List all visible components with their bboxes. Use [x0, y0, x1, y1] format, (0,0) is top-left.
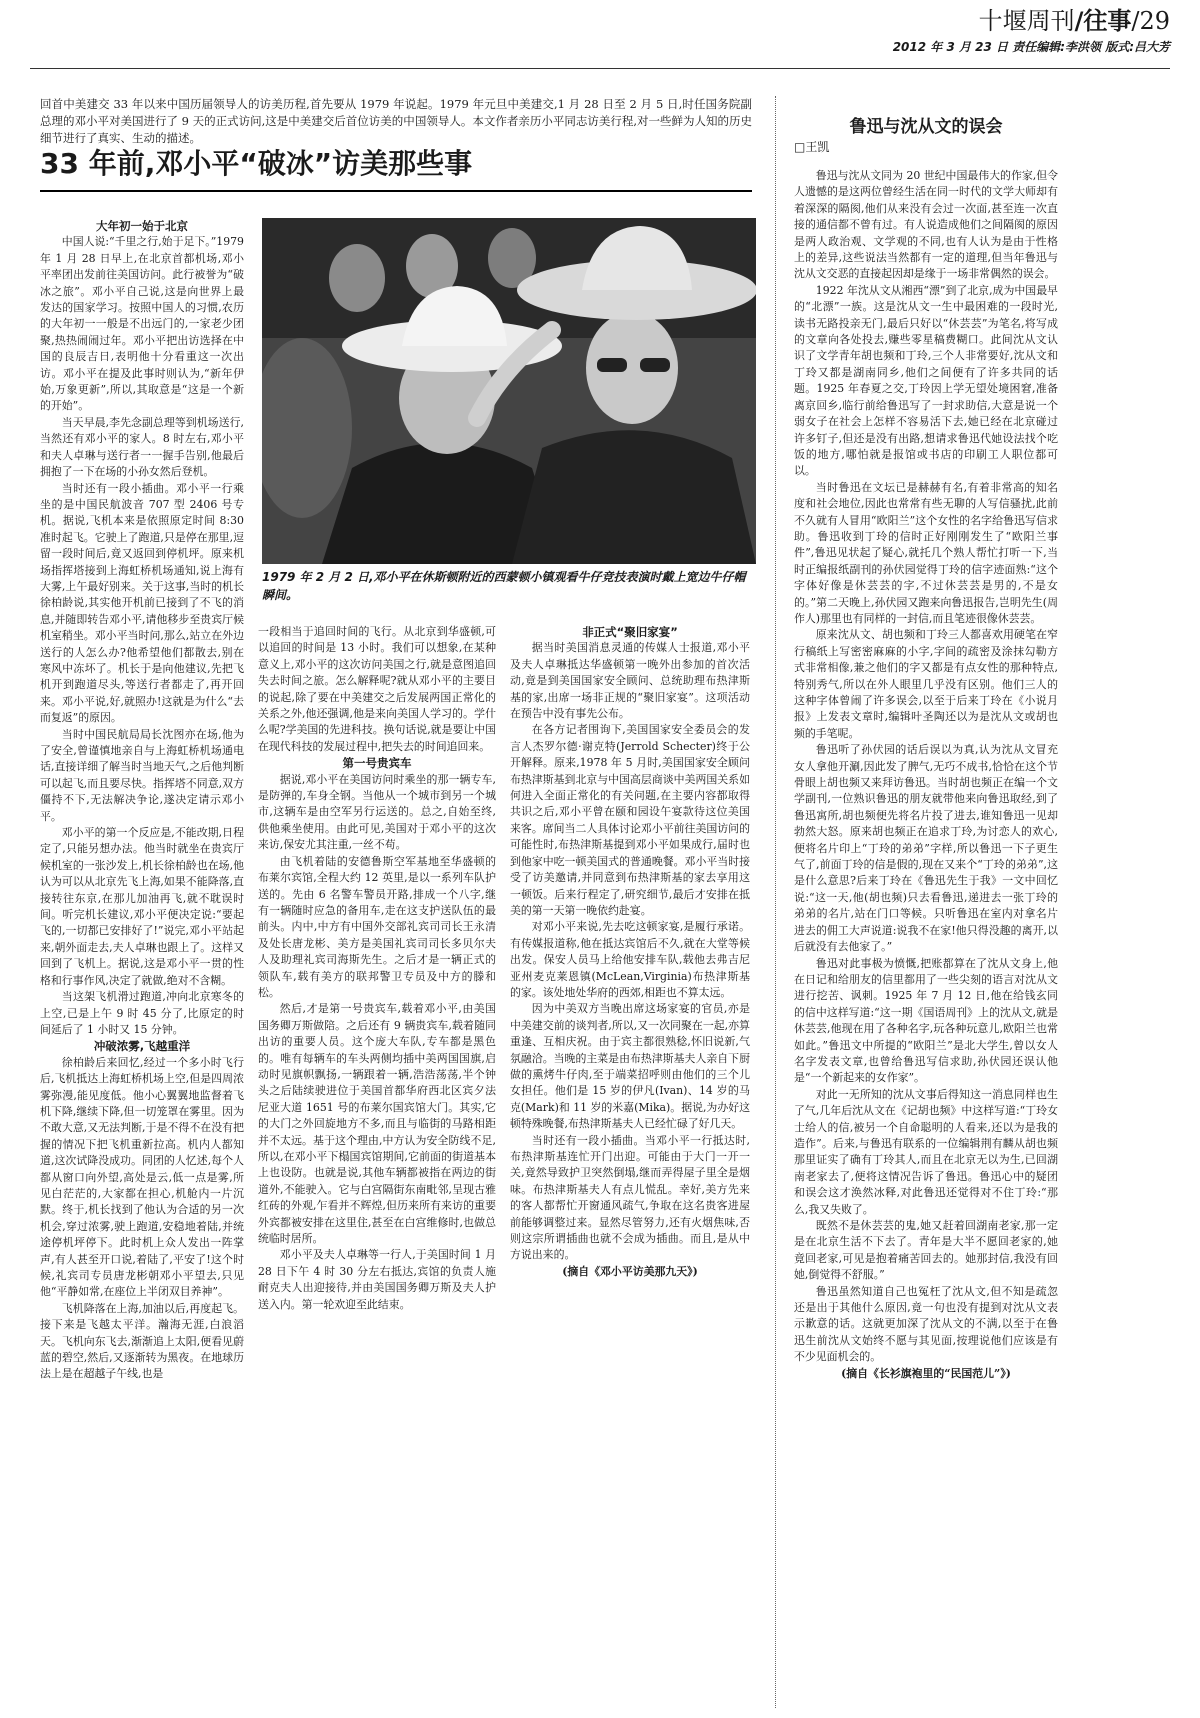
- section-name: 往事: [1083, 7, 1132, 35]
- top-divider: [30, 68, 1170, 69]
- paragraph: 当时还有一段小插曲。邓小平一行乘坐的是中国民航波音 707 型 2406 号专机。据说,飞机本来是依照原定时间 8:30 准时起飞。它驶上了跑道,只是停在那里,逗留一段时间后,竟又返回到停机坪。原来机场指挥塔接到上海虹桥机场通知,说上海有大雾,上午最好别来。关于这事,当时的机长徐柏龄说,其实他开机前已接到了不飞的消息,并随即转告邓小平,请他移步至贵宾厅候机室稍坐。邓小平当时问,那么,站立在外边送行的人怎么办?他希望他们都散去,别在寒风中冻坏了。机长于是向他建议,先把飞机开到跑道尽头,等送行者都走了,再开回来。邓小平说,好,就照办!这就是为什么“去而复返”的原因。: [40, 481, 244, 725]
- paragraph: 然后,才是第一号贵宾车,载着邓小平,由美国国务卿万斯做陪。之后还有 9 辆贵宾车,载着随同出访的重要人员。这个庞大车队,专车都是黑色的。唯有每辆车的车头两侧均插中美两国国旗,启动时见旗帜飘扬,一辆跟着一辆,浩浩荡荡,半个钟头之后陆续驶进位于美国首都华府西北区宾夕法尼亚大道 1651 号的布莱尔国宾馆大门。其实,它的大门之外回旋地方不多,而且与临街的马路相距并不太远。基于这个理由,中方认为安全防线不足,所以,在邓小平下榻国宾馆期间,它前面的街道基本上也设防。也就是说,其他车辆都被指在两边的街道外,不能驶入。它与白宫隔街东南毗邻,呈现古雅红砖的外观,乍看并不辉煌,但历来所有来访的重要外宾都被安排在这里住,甚至在白宫维修时,也做总统临时居所。: [258, 1002, 496, 1246]
- paragraph: 当天早晨,李先念副总理等到机场送行,当然还有邓小平的家人。8 时左右,邓小平和夫人卓琳与送行者一一握手告别,他最后拥抱了一下在场的小孙女然后登机。: [40, 415, 244, 479]
- source-note: (摘自《长衫旗袍里的“民国范儿”》): [841, 1366, 1011, 1380]
- paper-name: 十堰周刊: [978, 7, 1075, 35]
- dateline: 2012 年 3 月 23 日 责任编辑:李洪领 版式:吕大芳: [892, 40, 1170, 54]
- paragraph: 对邓小平来说,先去吃这顿家宴,是履行承诺。有传媒报道称,他在抵达宾馆后不久,就在大堂等候出发。保安人员马上给他安排车队,载他去弗吉尼亚州麦克莱恩镇(McLean,Virginia)布热津斯基的家。该处地处华府的西郊,相距也不算太远。: [510, 920, 750, 999]
- paragraph: 在各方记者围询下,美国国家安全委员会的发言人杰罗尔德·谢克特(Jerrold Schecter)终于公开解释。原来,1978 年 5 月时,美国国家安全顾问布热津斯基到北京与中国高层商谈中美两国关系如何进入全面正常化的有关问题,在主要内容都取得共识之后,邓小平曾在颐和园设午宴款待这位美国来客。席间当二人具体讨论邓小平前往美国访问的可能性时,布热津斯基提到邓小平如果成行,届时也到他家中吃一顿美国式的普通晚餐。邓小平当时接受了访美邀请,并同意到布热津斯基的家去享用这一顿饭。后来行程定了,研究细节,最后才安排在抵美的第一天第一晚依约赴宴。: [510, 723, 750, 917]
- paragraph: 一段相当于追回时间的飞行。从北京到华盛顿,可以追回的时间是 13 小时。我们可以想象,在某种意义上,邓小平的这次访问美国之行,就是意图追回失去时间之旅。怎么解释呢?就从邓小平的主要目的说起,除了要在中美建交之后发展两国正常化的关系之外,他还强调,他是来向美国人学习的。学什么呢?学美国的先进科技。换句话说,就是要让中国在现代科技的发展过程中,把失去的时间追回来。: [258, 625, 496, 753]
- paragraph: 鲁迅听了孙伏园的话后误以为真,认为沈从文冒充女人拿他开涮,因此发了脾气,无巧不成书,恰恰在这个节骨眼上胡也频又来拜访鲁迅。当时胡也频正在编一个文学副刊,一位熟识鲁迅的朋友就带他来向鲁迅取经,到了鲁迅寓所,胡也频便先将名片投了进去,谁知鲁迅一见却勃然大怒。原来胡也频正在追求丁玲,为讨恋人的欢心,便将名片印上“丁玲的弟弟”字样,所以鲁迅一下子更生气了,前面丁玲的信是假的,现在又来个“丁玲的弟弟”,这是什么意思?后来丁玲在《鲁迅先生于我》一文中回忆说:“这一天,他(胡也频)只去看鲁迅,递进去一张丁玲的弟弟的名片,站在门口等候。只听鲁迅在室内对拿名片进去的佣工大声说道:说我不在家!他只得没趣的离开,以后就没有去他家了。”: [794, 743, 1058, 954]
- side-article-title: 鲁迅与沈从文的误会: [849, 117, 1003, 137]
- paragraph: 据当时美国消息灵通的传媒人士报道,邓小平及夫人卓琳抵达华盛顿第一晚外出参加的首次活动,竟是到美国国家安全顾问、总统助理布热津斯基的家,出席一场非正规的“聚旧家宴”。这项活动在预告中没有事先公布。: [510, 641, 750, 721]
- paragraph: 对此一无所知的沈从文事后得知这一消息同样也生了气,几年后沈从文在《记胡也频》中这样写道:“丁玲女士给人的信,被另一个自命聪明的人看来,还以为是我的造作”。后来,与鲁迅有联系的一位编辑荆有麟从胡也频那里证实了确有丁玲其人,而且在北京无以为生,已回湖南老家去了,便将这情况告诉了鲁迅。鲁迅心中的疑团和误会这才涣然冰释,对此鲁迅还觉得对不住丁玲:“那么,我又失败了。: [794, 1087, 1058, 1216]
- article-column-3: [510, 624, 750, 1706]
- paragraph: 既然不是休芸芸的鬼,她又赶着回湖南老家,那一定是在北京生活不下去了。青年是大半不愿回老家的,她竟回老家,可见是抱着痛苦回去的。她那封信,我没有回她,倒觉得不舒服。”: [794, 1219, 1058, 1282]
- paragraph: 1922 年沈从文从湘西“漂”到了北京,成为中国最早的“北漂”一族。这是沈从文一生中最困难的一段时光,读书无路投亲无门,最后只好以“休芸芸”为笔名,将写成的文章向各处投去,赚些零星稿费糊口。此间沈从文认识了文学青年胡也频和丁玲,三个人非常要好,沈从文和丁玲又都是湖南同乡,他们之间便有了许多共同的话题。1925 年春夏之交,丁玲因上学无望处境困窘,准备离京回乡,临行前给鲁迅写了一封求助信,大意是说一个弱女子在社会上怎样不容易活下去,她已经在北京碰过许多钉子,但还是没有出路,想请求鲁迅代她设法找个吃饭的地方,哪怕就是报馆或书店的印刷工人职位都可以。: [794, 283, 1058, 478]
- article-column-1: [40, 218, 244, 1708]
- section-heading: 第一号贵宾车: [342, 756, 412, 771]
- column-divider: [775, 96, 776, 1708]
- masthead-title: 十堰周刊/往事/29: [978, 7, 1170, 35]
- paragraph: 鲁迅与沈从文同为 20 世纪中国最伟大的作家,但令人遗憾的是这两位曾经生活在同一时代的文学大师却有着深深的隔阂,他们从来没有会过一次面,甚至连一次直接的通信都不曾有过。有人说造成他们之间隔阂的原因是两人政治观、文学观的不同,也有人认为是由于性格上的差异,这些说法当然都有一定的道理,但当年鲁迅与沈从文交恶的直接起因却是缘于一场非常偶然的误会。: [794, 169, 1058, 281]
- photo-caption: 1979 年 2 月 2 日,邓小平在休斯顿附近的西蒙顿小镇观看牛仔竞技表演时戴上宽边牛仔帽瞬间。: [262, 570, 746, 602]
- article-intro: 回首中美建交 33 年以来中国历届领导人的访美历程,首先要从 1979 年说起。1979 年元旦中美建交,1 月 28 日至 2 月 5 日,时任国务院副总理的邓小平对美国进行了 9 天的正式访问,这是中美建交后首位访美的中国领导人。本文作者亲历小平同志访美行程,对一些鲜为人知的历史细节进行了真实、生动的描述。: [40, 97, 752, 145]
- section-heading: 大年初一始于北京: [96, 219, 188, 233]
- paragraph: 原来沈从文、胡也频和丁玲三人都喜欢用硬笔在窄行稿纸上写密密麻麻的小字,字间的疏密及涂抹勾勒方式非常相像,兼之他们的字又都是有点女性的那种特点,特别秀气,所以在外人眼里几乎没有区别。他们三人的这种字体曾闹了许多误会,以至于后来丁玲在《小说月报》上发表文章时,编辑叶圣陶还以为是沈从文或胡也频的手笔呢。: [794, 628, 1058, 740]
- paragraph: 徐柏龄后来回忆,经过一个多小时飞行后,飞机抵达上海虹桥机场上空,但是四周浓雾弥漫,能见度低。他小心翼翼地监督着飞机下降,继续下降,但一切笼罩在雾里。因为不敢大意,又无法判断,于是不得不在没有把握的情况下把飞机重新拉高。机内人都知道,这次试降没成功。同团的人忆述,每个人都从窗口向外望,高处是云,低一点是雾,所见白茫茫的,大家都在担心,机舱内一片沉默。终于,机长找到了他认为合适的另一次机会,穿过浓雾,驶上跑道,安稳地着陆,并统途停机坪停下。此时机上众人发出一阵掌声,有人甚至开口说,着陆了,平安了!这个时候,礼宾司专员唐龙彬朝邓小平望去,只见他“平静如常,在座位上半闭双目养神”。: [40, 1055, 244, 1299]
- paragraph: 鲁迅对此事极为愤慨,把账都算在了沈从文身上,他在日记和给朋友的信里都用了一些尖刻的语言对沈从文进行挖苦、讽刺。1925 年 7 月 12 日,他在给钱玄同的信中这样写道:“这一期《国语周刊》上的沈从文,就是休芸芸,他现在用了各种名字,玩各种玩意儿,欧阳兰也常如此。”鲁迅文中所提的“欧阳兰”是北大学生,曾以女人名字发表文章,也曾给鲁迅写信求助,孙伏园还误认他是“一个新起来的女作家”。: [794, 956, 1058, 1085]
- paragraph: 邓小平的第一个反应是,不能改期,日程定了,只能另想办法。他当时就坐在贵宾厅候机室的一张沙发上,机长徐柏龄也在场,他认为可以从北京先飞上海,如果不能降落,直接转往东京,在那儿加油再飞,就不耽误时间。听完机长建议,邓小平便决定说:“要起飞的,一切都已安排好了!”说完,邓小平站起来,朝外面走去,夫人卓琳也跟上了。这样又回到了飞机上。据说,这是邓小平一贯的性格和行事作风,决定了就做,绝对不含糊。: [40, 826, 244, 987]
- photo-illustration: [262, 218, 756, 564]
- paragraph: 邓小平及夫人卓琳等一行人,于美国时间 1 月 28 日下午 4 时 30 分左右抵达,宾馆的负责人施耐克夫人出迎接待,并由美国国务卿万斯及夫人护送入内。第一轮欢迎至此结束。: [258, 1248, 496, 1311]
- side-article-author: □王凯: [794, 140, 830, 154]
- page-number: /29: [1131, 7, 1170, 35]
- article-headline: 33 年前,邓小平“破冰”访美那些事: [40, 146, 752, 192]
- paragraph: 飞机降落在上海,加油以后,再度起飞。接下来是飞越太平洋。瀚海无涯,白浪滔天。飞机向东飞去,渐渐追上太阳,便看见蔚蓝的碧空,然后,又逐渐转为黑夜。在地球历法上是在超越子午线,也是: [40, 1301, 244, 1381]
- paragraph: 由飞机着陆的安德鲁斯空军基地至华盛顿的布莱尔宾馆,全程大约 12 英里,是以一系列车队护送的。先由 6 名警车警员开路,排成一个八字,继有一辆随时应急的备用车,走在这支护送队伍的最前头。内中,中方有中国外交部礼宾司司长王永清及处长唐龙彬、美方是美国礼宾司司长多贝尔夫人及助理礼宾司海斯先生。之后才是一辆正式的领队车,载有美方的联邦警卫专员及中方的滕和松。: [258, 854, 496, 999]
- article-column-2: [258, 624, 496, 1706]
- section-heading: 非正式“聚旧家宴”: [582, 625, 678, 639]
- source-note: (摘自《邓小平访美那九天》): [562, 1264, 698, 1278]
- paragraph: 因为中美双方当晚出席这场家宴的官员,亦是中美建交前的谈判者,所以,又一次同聚在一起,亦算重逢、互相庆祝。由于宾主都很熟稔,怀旧说新,气氛融洽。当晚的主菜是由布热津斯基夫人亲自下厨做的熏烤牛仔肉,至于端菜招呼则由他们的三个儿女担任。他们是 15 岁的伊凡(Ivan)、14 岁的马克(Mark)和 11 岁的米嘉(Mika)。据说,为办好这顿特殊晚餐,布热津斯基夫人已经忙碌了好几天。: [510, 1002, 750, 1131]
- side-article-body: [794, 168, 1058, 1708]
- masthead: [893, 6, 1170, 55]
- paragraph: 当时鲁迅在文坛已是赫赫有名,有着非常高的知名度和社会地位,因此也常常有些无聊的人写信骚扰,此前不久就有人冒用“欧阳兰”这个女性的名字给鲁迅写信求助。鲁迅收到丁玲的信时正好刚刚发生了“欧阳兰事件”,鲁迅见状起了疑心,就托几个熟人帮忙打听一下,当时正编报纸副刊的孙伏园觉得丁玲的信字迹面熟:“这个字体好像是休芸芸的字,不过休芸芸是男的,不是女的。”第二天晚上,孙伏园又跑来向鲁迅报告,岂明先生(周作人)那里也有同样的一封信,而且笔迹很像休芸芸。: [794, 480, 1058, 625]
- paragraph: 鲁迅虽然知道自己也冤枉了沈从文,但不知是疏忽还是出于其他什么原因,竟一句也没有提到对沈从文表示歉意的话。这就更加深了沈从文的不满,以至于在鲁迅生前沈从文始终不愿与其见面,按理说他们应该是有不少见面机会的。: [794, 1284, 1058, 1364]
- paragraph: 当时中国民航局局长沈图亦在场,他为了安全,曾谨慎地亲自与上海虹桥机场通电话,直接详细了解当时当地天气,之后他判断可以起飞,而且要尽快。指挥塔不同意,双方僵持不下,无法解决争论,遂决定请示邓小平。: [40, 727, 244, 823]
- paragraph: 当这架飞机滑过跑道,冲向北京寒冬的上空,已是上午 9 时 45 分了,比原定的时间延后了 1 小时又 15 分钟。: [40, 990, 244, 1036]
- paragraph: 当时还有一段小插曲。当邓小平一行抵达时,布热津斯基连忙开门出迎。可能由于大门一开一关,竟然导致护卫突然倒塌,继而弄得屋子里全是烟味。布热津斯基夫人有点儿慌乱。幸好,美方先来的客人都帮忙开窗通风疏气,争取在这名贵客进屋前能够调整过来。显然尽管努力,还有火烟焦味,否则这宗所谓插曲也就不会成为插曲。而且,是从中方说出来的。: [510, 1133, 750, 1262]
- paragraph: 中国人说:“千里之行,始于足下。”1979 年 1 月 28 日早上,在北京首都机场,邓小平率团出发前往美国访问。此行被誉为“破冰之旅”。邓小平自己说,这是向世界上最发达的国家学习。按照中国人的习惯,农历的大年初一一般是不出远门的,一家老少团聚,热热闹闹过年。邓小平把出访选择在中国的良辰吉日,表明他十分看重这一次出访。邓小平在提及此事时则认为,“新年伊始,万象更新”,所以,其取意是“这是一个新的开始”。: [40, 235, 244, 413]
- section-heading: 冲破浓雾,飞越重洋: [93, 1039, 191, 1054]
- article-photo: [262, 218, 756, 564]
- paragraph: 据说,邓小平在美国访问时乘坐的那一辆专车,是防弹的,车身全钢。当他从一个城市到另一个城市,这辆车是由空军另行运送的。总之,自始至终,供他乘坐使用。由此可见,美国对于邓小平的这次来访,保安尤其注重,一丝不苟。: [258, 772, 496, 852]
